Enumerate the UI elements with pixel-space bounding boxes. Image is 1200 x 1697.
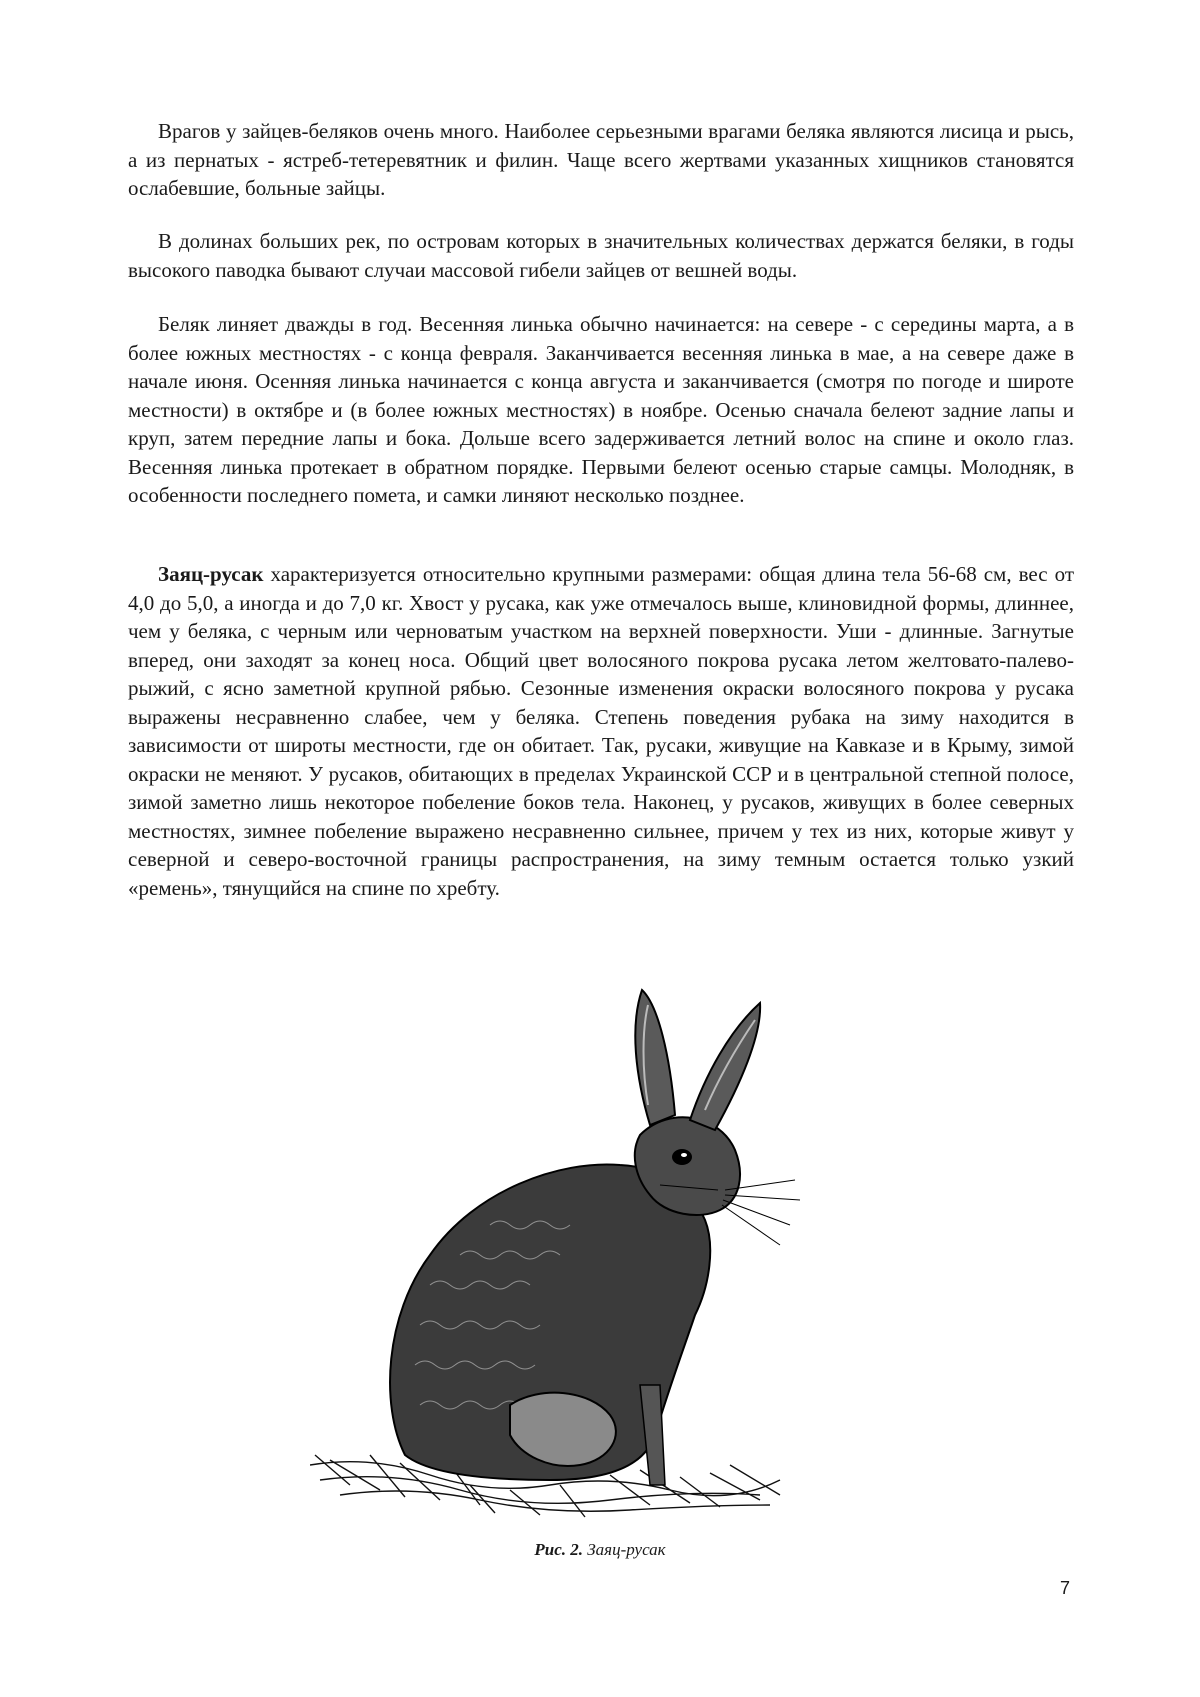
paragraph-text: Беляк линяет дважды в год. Весенняя линька обычно начинается: на севере - с середины марта, а в более южных местностях - с конца февраля. Заканчивается весенняя линька в мае, а на севере даже в начале июня. Осенняя линька начинается с конца августа и заканчивается (смотря по погоде и широте местности) в октябре и (в более южных местностях) в ноябре. Осенью сначала белеют задние лапы и круп, затем передние лапы и бока. Дольше всего задерживается летний волос на спине и около глаз. Весенняя линька протекает в обратном порядке. Первыми белеют осенью старые самцы. Молодняк, в особенности последнего помета, и самки линяют несколько позднее. (128, 312, 1074, 507)
hare-ear-right (690, 1003, 760, 1130)
hare-ear-left (635, 990, 675, 1125)
caption-text: Заяц-русак (583, 1540, 666, 1559)
paragraph-text: В долинах больших рек, по островам которых в значительных количествах держатся беляки, в годы высокого паводка бывают случаи массовой гибели зайцев от вешней воды. (128, 229, 1074, 282)
page-number: 7 (1060, 1578, 1071, 1598)
paragraph-text: Врагов у зайцев-беляков очень много. Наиболее серьезными врагами беляка являются лисица и рысь, а из пернатых - ястреб-тетеревятник и филин. Чаще всего жертвами указанных хищников становятся ослабевшие, больные зайцы. (128, 119, 1074, 200)
paragraph-molting (128, 310, 1074, 510)
paragraph-body: характеризуется относительно крупными размерами: общая длина тела 56-68 см, вес от 4,0 до 5,0, а иногда и до 7,0 кг. Хвост у русака, как уже отмечалось выше, клиновидной формы, длиннее, чем у беляка, с черным или черноватым участком на верхней поверхности. Уши - длинные. Загнутые вперед, они заходят за конец носа. Общий цвет волосяного покрова русака летом желтовато-палево-рыжий, с ясно заметной крупной рябью. Сезонные изменения окраски волосяного покрова у русака выражены несравненно слабее, чем у беляка. Степень поведения рубака на зиму находится в зависимости от широты местности, где он обитает. Так, русаки, живущие на Кавказе и в Крыму, зимой окраски не меняют. У русаков, обитающих в пределах Украинской ССР и в центральной степной полосе, зимой заметно лишь некоторое побеление боков тела. Наконец, у русаков, живущих в более северных местностях, зимнее побеление выражено несравненно сильнее, причем у тех из них, которые живут у северной и северо-восточной границы распространения, на зиму темным остается только узкий «ремень», тянущийся на спине по хребту. (128, 562, 1074, 900)
hare-illustration (310, 985, 820, 1540)
paragraph-enemies (128, 117, 1074, 203)
term-brown-hare: Заяц-русак (158, 562, 264, 586)
figure-caption (0, 1540, 1200, 1560)
paragraph-floods (128, 227, 1074, 284)
caption-number: Рис. 2. (534, 1540, 584, 1559)
paragraph-brown-hare (128, 560, 1074, 902)
paragraph-text (128, 560, 1074, 902)
